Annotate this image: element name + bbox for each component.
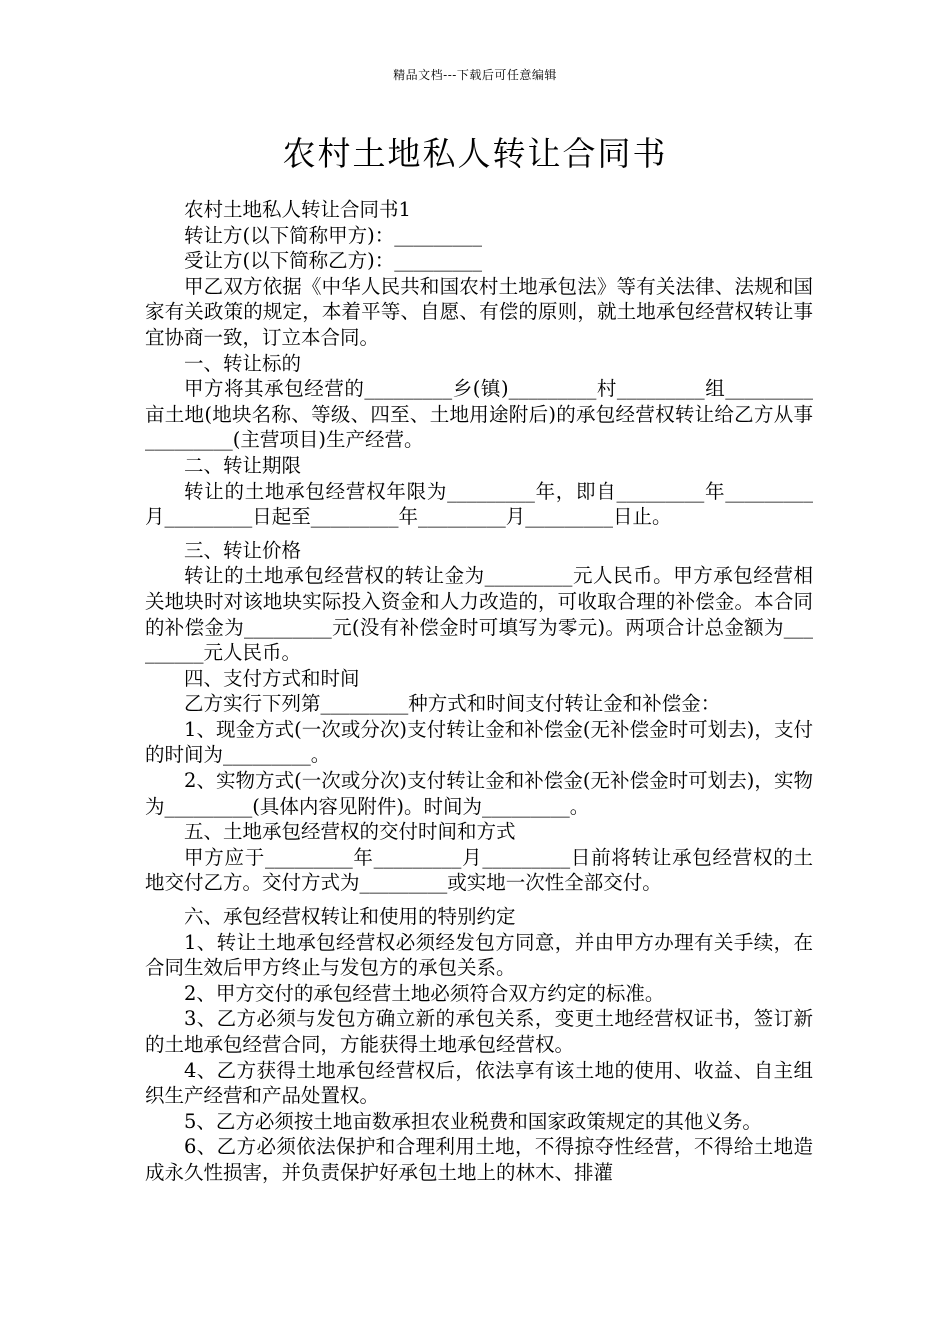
section-6-item-1: 1、转让土地承包经营权必须经发包方同意，并由甲方办理有关手续，在合同生效后甲方终止与发包方的承包关系。 — [145, 930, 813, 980]
section-6-item-6: 6、乙方必须依法保护和合理利用土地，不得掠夺性经营，不得给土地造成永久性损害，并负责保护好承包土地上的林木、排灌 — [145, 1135, 813, 1184]
section-heading-3: 三、转让价格 — [184, 538, 302, 562]
transferee-line: 受让方(以下简称乙方)：_________ — [184, 249, 482, 273]
document-body — [145, 197, 813, 1186]
section-heading-1: 一、转让标的 — [184, 351, 302, 375]
section-5-paragraph: 甲方应于_________年_________月_________日前将转让承包经营权的土地交付乙方。交付方式为_________或实地一次性全部交付。 — [145, 845, 813, 895]
header-note: 精品文档---下载后可任意编辑 — [393, 68, 557, 82]
section-6-item-5: 5、乙方必须按土地亩数承担农业税费和国家政策规定的其他义务。 — [184, 1109, 762, 1133]
subtitle-line: 农村土地私人转让合同书1 — [184, 198, 411, 221]
section-6-item-4: 4、乙方获得土地承包经营权后，依法享有该土地的使用、收益、自主组织生产经营和产品处置权。 — [145, 1058, 813, 1108]
section-6-item-2: 2、甲方交付的承包经营土地必须符合双方约定的标准。 — [184, 981, 665, 1005]
section-6-item-3: 3、乙方必须与发包方确立新的承包关系，变更土地经营权证书，签订新的土地承包经营合同，方能获得土地承包经营权。 — [145, 1007, 813, 1056]
section-heading-5: 五、土地承包经营权的交付时间和方式 — [184, 820, 516, 844]
preamble-paragraph: 甲乙双方依据《中华人民共和国农村土地承包法》等有关法律、法规和国家有关政策的规定，本着平等、自愿、有偿的原则，就土地承包经营权转让事宜协商一致，订立本合同。 — [145, 274, 813, 349]
section-heading-6: 六、承包经营权转让和使用的特别约定 — [184, 905, 516, 929]
section-4-intro: 乙方实行下列第_________种方式和时间支付转让金和补偿金： — [184, 692, 721, 716]
spacer — [145, 530, 813, 538]
document-title: 农村土地私人转让合同书 — [282, 134, 668, 173]
section-3-paragraph: 转让的土地承包经营权的转让金为_________元人民币。甲方承包经营相关地块时对该地块实际投入资金和人力改造的，可收取合理的补偿金。本合同的补偿金为_________元(没有补偿金时可填写为零元)。两项合计总金额为_________元人民币。 — [145, 564, 813, 665]
transferor-line: 转让方(以下简称甲方)：_________ — [184, 223, 482, 247]
spacer — [145, 896, 813, 904]
section-4-item-1: 1、现金方式(一次或分次)支付转让金和补偿金(无补偿金时可划去)，支付的时间为_________。 — [145, 717, 813, 767]
section-4-item-2: 2、实物方式(一次或分次)支付转让金和补偿金(无补偿金时可划去)，实物为_________(具体内容见附件)。时间为_________。 — [145, 769, 813, 818]
section-1-paragraph: 甲方将其承包经营的_________乡(镇)_________村_________组_________亩土地(地块名称、等级、四至、土地用途附后)的承包经营权转让给乙方从事_________(主营项目)生产经营。 — [145, 377, 813, 452]
section-heading-4: 四、支付方式和时间 — [184, 666, 360, 690]
section-heading-2: 二、转让期限 — [184, 453, 302, 477]
section-2-paragraph: 转让的土地承包经营权年限为_________年，即自_________年_________月_________日起至_________年_________月_________日止。 — [145, 479, 813, 529]
